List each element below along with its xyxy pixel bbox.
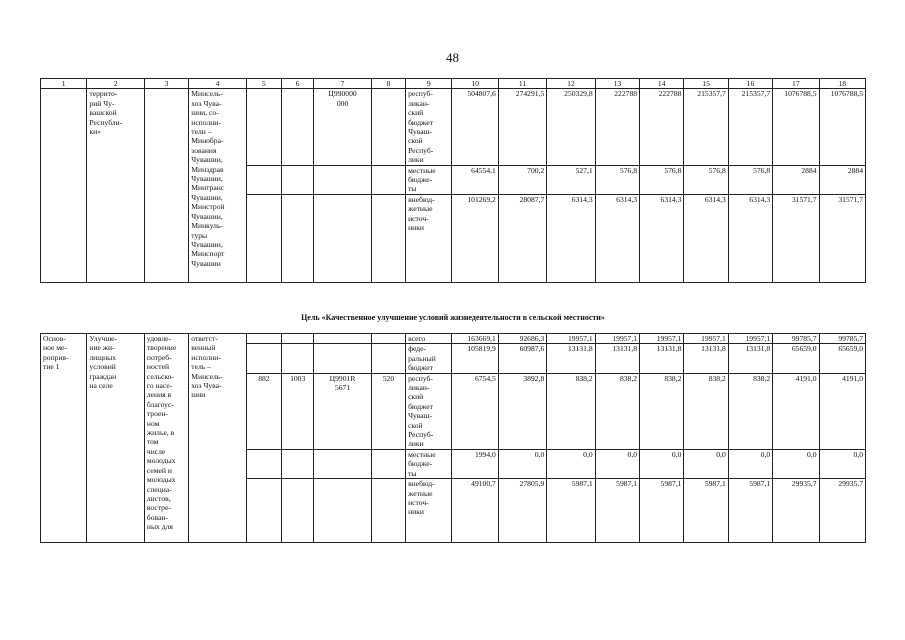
column-header: 6 [282, 79, 314, 89]
funding-source-cell: внебюд- жетные источ- ники [406, 194, 452, 282]
column-header: 14 [640, 79, 684, 89]
value-cell: 163669,1 [452, 334, 498, 344]
value-cell: 19957,1 [595, 334, 639, 344]
program-table-block-1 [40, 78, 866, 283]
value-cell: 0,0 [684, 449, 728, 478]
value-cell: 29935,7 [773, 479, 819, 543]
funding-source-cell: внебюд- жетные источ- ники [406, 479, 452, 543]
cell-col6 [282, 449, 314, 478]
cell-col5 [246, 344, 281, 373]
column-header: 7 [314, 79, 371, 89]
table-row [41, 89, 866, 165]
cell-col6 [282, 89, 314, 165]
value-cell: 838,2 [684, 373, 728, 449]
value-cell: 274291,5 [498, 89, 546, 165]
cell-col6 [282, 194, 314, 282]
value-cell: 99785,7 [819, 334, 865, 344]
value-cell: 101269,2 [452, 194, 498, 282]
value-cell: 6314,3 [595, 194, 639, 282]
funding-source-cell: всего [406, 334, 452, 344]
value-cell: 0,0 [595, 449, 639, 478]
value-cell: 576,8 [728, 165, 772, 194]
expense-type-cell: 520 [371, 373, 405, 449]
measure-number-cell: Основ- ное ме- роприя- тие 1 [41, 334, 87, 543]
value-cell: 5987,1 [547, 479, 595, 543]
funding-source-cell: местные бюдже- ты [406, 449, 452, 478]
value-cell: 31571,7 [819, 194, 865, 282]
value-cell: 0,0 [728, 449, 772, 478]
cell-col8 [371, 165, 405, 194]
cell-col7 [314, 334, 371, 344]
funding-source-cell: респуб- ликан- ский бюджет Чуваш- ской Респуб- лики [406, 373, 452, 449]
funding-source-cell: респуб- ликан- ский бюджет Чуваш- ской Респуб- лики [406, 89, 452, 165]
column-header: 2 [87, 79, 144, 89]
cell-col5 [246, 479, 281, 543]
value-cell: 2884 [819, 165, 865, 194]
page-number: 48 [446, 50, 459, 65]
cell-col3 [144, 89, 188, 282]
value-cell: 19957,1 [547, 334, 595, 344]
value-cell: 64554,1 [452, 165, 498, 194]
cell-col8 [371, 334, 405, 344]
value-cell: 576,8 [684, 165, 728, 194]
value-cell: 19957,1 [640, 334, 684, 344]
value-cell: 65659,0 [819, 344, 865, 373]
cell-col6 [282, 165, 314, 194]
value-cell: 222788 [640, 89, 684, 165]
value-cell: 527,1 [547, 165, 595, 194]
value-cell: 13131,8 [684, 344, 728, 373]
funding-source-cell: феде- ральный бюджет [406, 344, 452, 373]
value-cell: 6314,3 [640, 194, 684, 282]
value-cell: 1076788,5 [773, 89, 819, 165]
value-cell: 504807,6 [452, 89, 498, 165]
measure-name-cell: Улучше- ние жи- лищных условий граждан на селе [87, 334, 144, 543]
value-cell: 6314,3 [684, 194, 728, 282]
cell-col5 [246, 89, 281, 165]
column-header: 16 [728, 79, 772, 89]
column-header: 11 [498, 79, 546, 89]
cell-col7 [314, 479, 371, 543]
value-cell: 0,0 [640, 449, 684, 478]
value-cell: 215357,7 [684, 89, 728, 165]
cell-col7 [314, 194, 371, 282]
cell-col6 [282, 334, 314, 344]
column-header-row [41, 79, 866, 89]
value-cell: 6314,3 [547, 194, 595, 282]
executors-cell: Минсель- хоз Чува- шии, со- исполни- тели – Минобра- зования Чувашии, Минздрав Чувашии, Минтранс Чувашии, Минстрой Чувашии, Минкуль- туры Чувашии, Минспорт Чувашии [189, 89, 246, 282]
responsible-executor-cell: ответст- венный исполни- тель – Минсель- хоз Чува- шии [189, 334, 246, 543]
cell-col6 [282, 479, 314, 543]
value-cell: 65659,0 [773, 344, 819, 373]
value-cell: 49100,7 [452, 479, 498, 543]
column-header: 3 [144, 79, 188, 89]
value-cell: 31571,7 [773, 194, 819, 282]
value-cell: 838,2 [640, 373, 684, 449]
value-cell: 6314,3 [728, 194, 772, 282]
value-cell: 576,8 [595, 165, 639, 194]
value-cell: 29935,7 [819, 479, 865, 543]
value-cell: 60987,6 [498, 344, 546, 373]
value-cell: 222788 [595, 89, 639, 165]
section-code-cell: 1003 [282, 373, 314, 449]
value-cell: 1076788,5 [819, 89, 865, 165]
value-cell: 838,2 [547, 373, 595, 449]
value-cell: 838,2 [728, 373, 772, 449]
value-cell: 4191,0 [819, 373, 865, 449]
value-cell: 5987,1 [728, 479, 772, 543]
column-header: 17 [773, 79, 819, 89]
value-cell: 19957,1 [728, 334, 772, 344]
value-cell: 4191,0 [773, 373, 819, 449]
column-header: 9 [406, 79, 452, 89]
cell-col7 [314, 449, 371, 478]
cell-col8 [371, 449, 405, 478]
goal-heading: Цель «Качественное улучшение условий жизнедеятельности в сельской местности» [301, 313, 605, 322]
code-cell: Ц990000 000 [314, 89, 371, 165]
value-cell: 13131,8 [595, 344, 639, 373]
value-cell: 5987,1 [640, 479, 684, 543]
value-cell: 19957,1 [684, 334, 728, 344]
cell-col5 [246, 194, 281, 282]
value-cell: 700,2 [498, 165, 546, 194]
column-header: 4 [189, 79, 246, 89]
cell-col8 [371, 344, 405, 373]
value-cell: 6754,5 [452, 373, 498, 449]
cell-col5 [246, 449, 281, 478]
program-table-block-2 [40, 333, 866, 543]
value-cell: 0,0 [819, 449, 865, 478]
value-cell: 0,0 [773, 449, 819, 478]
value-cell: 99785,7 [773, 334, 819, 344]
value-cell: 3892,8 [498, 373, 546, 449]
column-header: 12 [547, 79, 595, 89]
expected-result-cell: удовле- творение потреб- ностей сельско- го насе- ления в благоус- троен- ном жилье, в том числе молодых семей и молодых специа- листов, востре- бован- ных для [144, 334, 188, 543]
value-cell: 13131,8 [547, 344, 595, 373]
column-header: 10 [452, 79, 498, 89]
column-header: 18 [819, 79, 865, 89]
cell-col7 [314, 344, 371, 373]
column-header: 13 [595, 79, 639, 89]
cell-col5 [246, 165, 281, 194]
value-cell: 13131,8 [640, 344, 684, 373]
cell-col5 [246, 334, 281, 344]
cell-col1 [41, 89, 87, 282]
value-cell: 2884 [773, 165, 819, 194]
cell-col8 [371, 194, 405, 282]
administrator-code-cell: 882 [246, 373, 281, 449]
value-cell: 27805,9 [498, 479, 546, 543]
value-cell: 28087,7 [498, 194, 546, 282]
value-cell: 838,2 [595, 373, 639, 449]
target-article-cell: Ц9901R 5671 [314, 373, 371, 449]
cell-col8 [371, 479, 405, 543]
value-cell: 5987,1 [595, 479, 639, 543]
column-header: 5 [246, 79, 281, 89]
value-cell: 250329,8 [547, 89, 595, 165]
value-cell: 215357,7 [728, 89, 772, 165]
value-cell: 0,0 [547, 449, 595, 478]
value-cell: 92686,3 [498, 334, 546, 344]
value-cell: 576,8 [640, 165, 684, 194]
column-header: 1 [41, 79, 87, 89]
value-cell: 105819,9 [452, 344, 498, 373]
value-cell: 13131,8 [728, 344, 772, 373]
column-header: 8 [371, 79, 405, 89]
cell-col6 [282, 344, 314, 373]
funding-source-cell: местные бюдже- ты [406, 165, 452, 194]
task-name-cell: террито- рий Чу- вашской Республи- ки» [87, 89, 144, 282]
cell-col8 [371, 89, 405, 165]
value-cell: 1994,0 [452, 449, 498, 478]
table-row [41, 334, 866, 344]
cell-col7 [314, 165, 371, 194]
value-cell: 0,0 [498, 449, 546, 478]
column-header: 15 [684, 79, 728, 89]
value-cell: 5987,1 [684, 479, 728, 543]
